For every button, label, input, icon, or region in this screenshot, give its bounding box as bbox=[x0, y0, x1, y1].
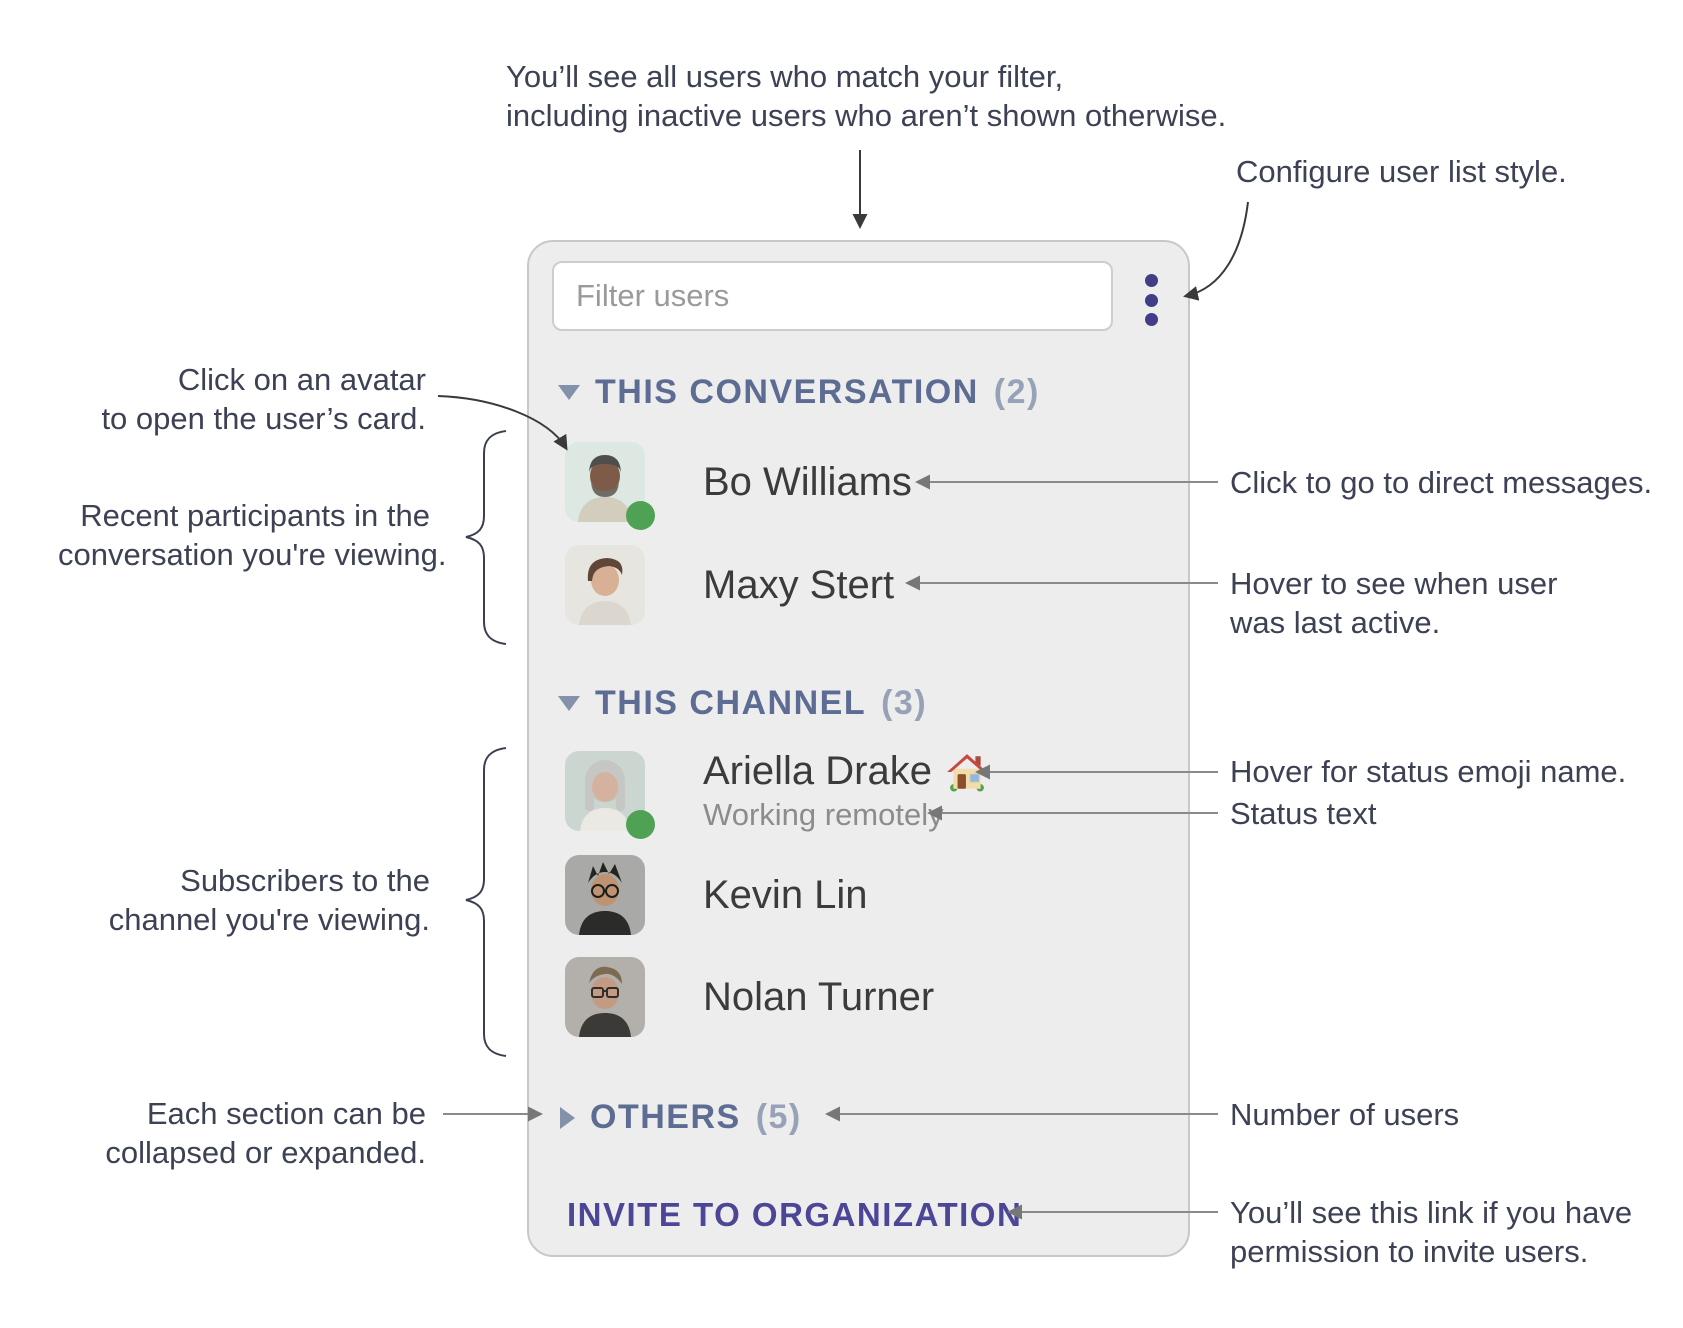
section-count: (3) bbox=[881, 684, 928, 722]
configure-note: Configure user list style. bbox=[1236, 154, 1567, 189]
user-list-panel bbox=[527, 240, 1190, 1257]
user-status-text: Working remotely bbox=[703, 797, 944, 832]
subscribers-brace bbox=[466, 748, 506, 1056]
section-label: THIS CHANNEL bbox=[595, 684, 867, 722]
chevron-down-icon bbox=[558, 385, 580, 400]
sections-note bbox=[58, 1094, 426, 1172]
section-others-header[interactable] bbox=[560, 1098, 802, 1137]
subscribers-note-line1: Subscribers to the bbox=[180, 863, 430, 898]
last-active-note-line1: Hover to see when user bbox=[1230, 566, 1558, 601]
subscribers-note bbox=[58, 861, 430, 939]
invite-note-line1: You’ll see this link if you have bbox=[1230, 1195, 1633, 1230]
sections-note-line1: Each section can be bbox=[146, 1096, 426, 1131]
user-name[interactable]: Ariella Drake bbox=[703, 749, 932, 793]
user-list-options-kebab-icon[interactable] bbox=[1142, 274, 1160, 326]
participants-note-line1: Recent participants in the bbox=[80, 498, 430, 533]
section-this-channel-header[interactable] bbox=[558, 684, 927, 723]
chevron-down-icon bbox=[558, 696, 580, 711]
section-label: OTHERS bbox=[590, 1098, 741, 1136]
invite-to-organization-link[interactable]: INVITE TO ORGANIZATION bbox=[567, 1196, 1023, 1233]
avatar-note-line2: to open the user’s card. bbox=[101, 401, 426, 436]
presence-online-dot bbox=[626, 501, 655, 530]
top-filter-note bbox=[506, 57, 1226, 135]
avatar[interactable] bbox=[565, 545, 645, 625]
dm-note: Click to go to direct messages. bbox=[1230, 465, 1653, 500]
last-active-note-line2: was last active. bbox=[1230, 605, 1441, 640]
emoji-note: Hover for status emoji name. bbox=[1230, 754, 1627, 789]
kebab-dot bbox=[1145, 274, 1158, 287]
top-filter-note-line1: You’ll see all users who match your filter, bbox=[506, 59, 1064, 94]
user-row-nolan-turner[interactable] bbox=[565, 957, 934, 1037]
avatar-note bbox=[58, 360, 426, 438]
subscribers-note-line2: channel you're viewing. bbox=[108, 902, 430, 937]
last-active-note bbox=[1230, 564, 1557, 642]
presence-online-dot bbox=[626, 810, 655, 839]
filter-users-input[interactable] bbox=[552, 261, 1113, 331]
section-this-conversation-header[interactable] bbox=[558, 373, 1040, 412]
configure-arrow bbox=[1186, 202, 1248, 296]
section-label: THIS CONVERSATION bbox=[595, 373, 979, 411]
participants-brace bbox=[466, 431, 506, 644]
house-status-emoji-icon[interactable] bbox=[946, 752, 988, 792]
top-filter-note-line2: including inactive users who aren’t shown otherwise. bbox=[506, 98, 1227, 133]
avatar-image bbox=[565, 957, 645, 1037]
invite-note bbox=[1230, 1193, 1632, 1271]
invite-note-line2: permission to invite users. bbox=[1230, 1234, 1589, 1269]
avatar[interactable] bbox=[565, 442, 645, 522]
avatar[interactable] bbox=[565, 855, 645, 935]
avatar-image bbox=[565, 545, 645, 625]
avatar-image bbox=[565, 855, 645, 935]
user-row-maxy-stert[interactable] bbox=[565, 545, 894, 625]
avatar[interactable] bbox=[565, 957, 645, 1037]
status-text-note: Status text bbox=[1230, 796, 1377, 831]
user-row-ariella-drake[interactable] bbox=[565, 749, 988, 833]
kebab-dot bbox=[1145, 294, 1158, 307]
user-name[interactable]: Nolan Turner bbox=[703, 974, 935, 1019]
avatar-note-line1: Click on an avatar bbox=[177, 362, 426, 397]
kebab-dot bbox=[1145, 313, 1158, 326]
user-name[interactable]: Kevin Lin bbox=[703, 872, 868, 917]
participants-note-line2: conversation you're viewing. bbox=[58, 537, 447, 572]
sections-note-line2: collapsed or expanded. bbox=[105, 1135, 426, 1170]
section-count: (5) bbox=[755, 1098, 802, 1136]
participants-note bbox=[58, 496, 447, 574]
user-name[interactable]: Bo Williams bbox=[703, 459, 912, 504]
user-row-kevin-lin[interactable] bbox=[565, 855, 868, 935]
chevron-right-icon bbox=[560, 1107, 575, 1129]
section-count: (2) bbox=[993, 373, 1040, 411]
user-row-bo-williams[interactable] bbox=[565, 442, 912, 522]
count-note: Number of users bbox=[1230, 1097, 1460, 1132]
avatar[interactable] bbox=[565, 751, 645, 831]
user-name[interactable]: Maxy Stert bbox=[703, 562, 895, 607]
